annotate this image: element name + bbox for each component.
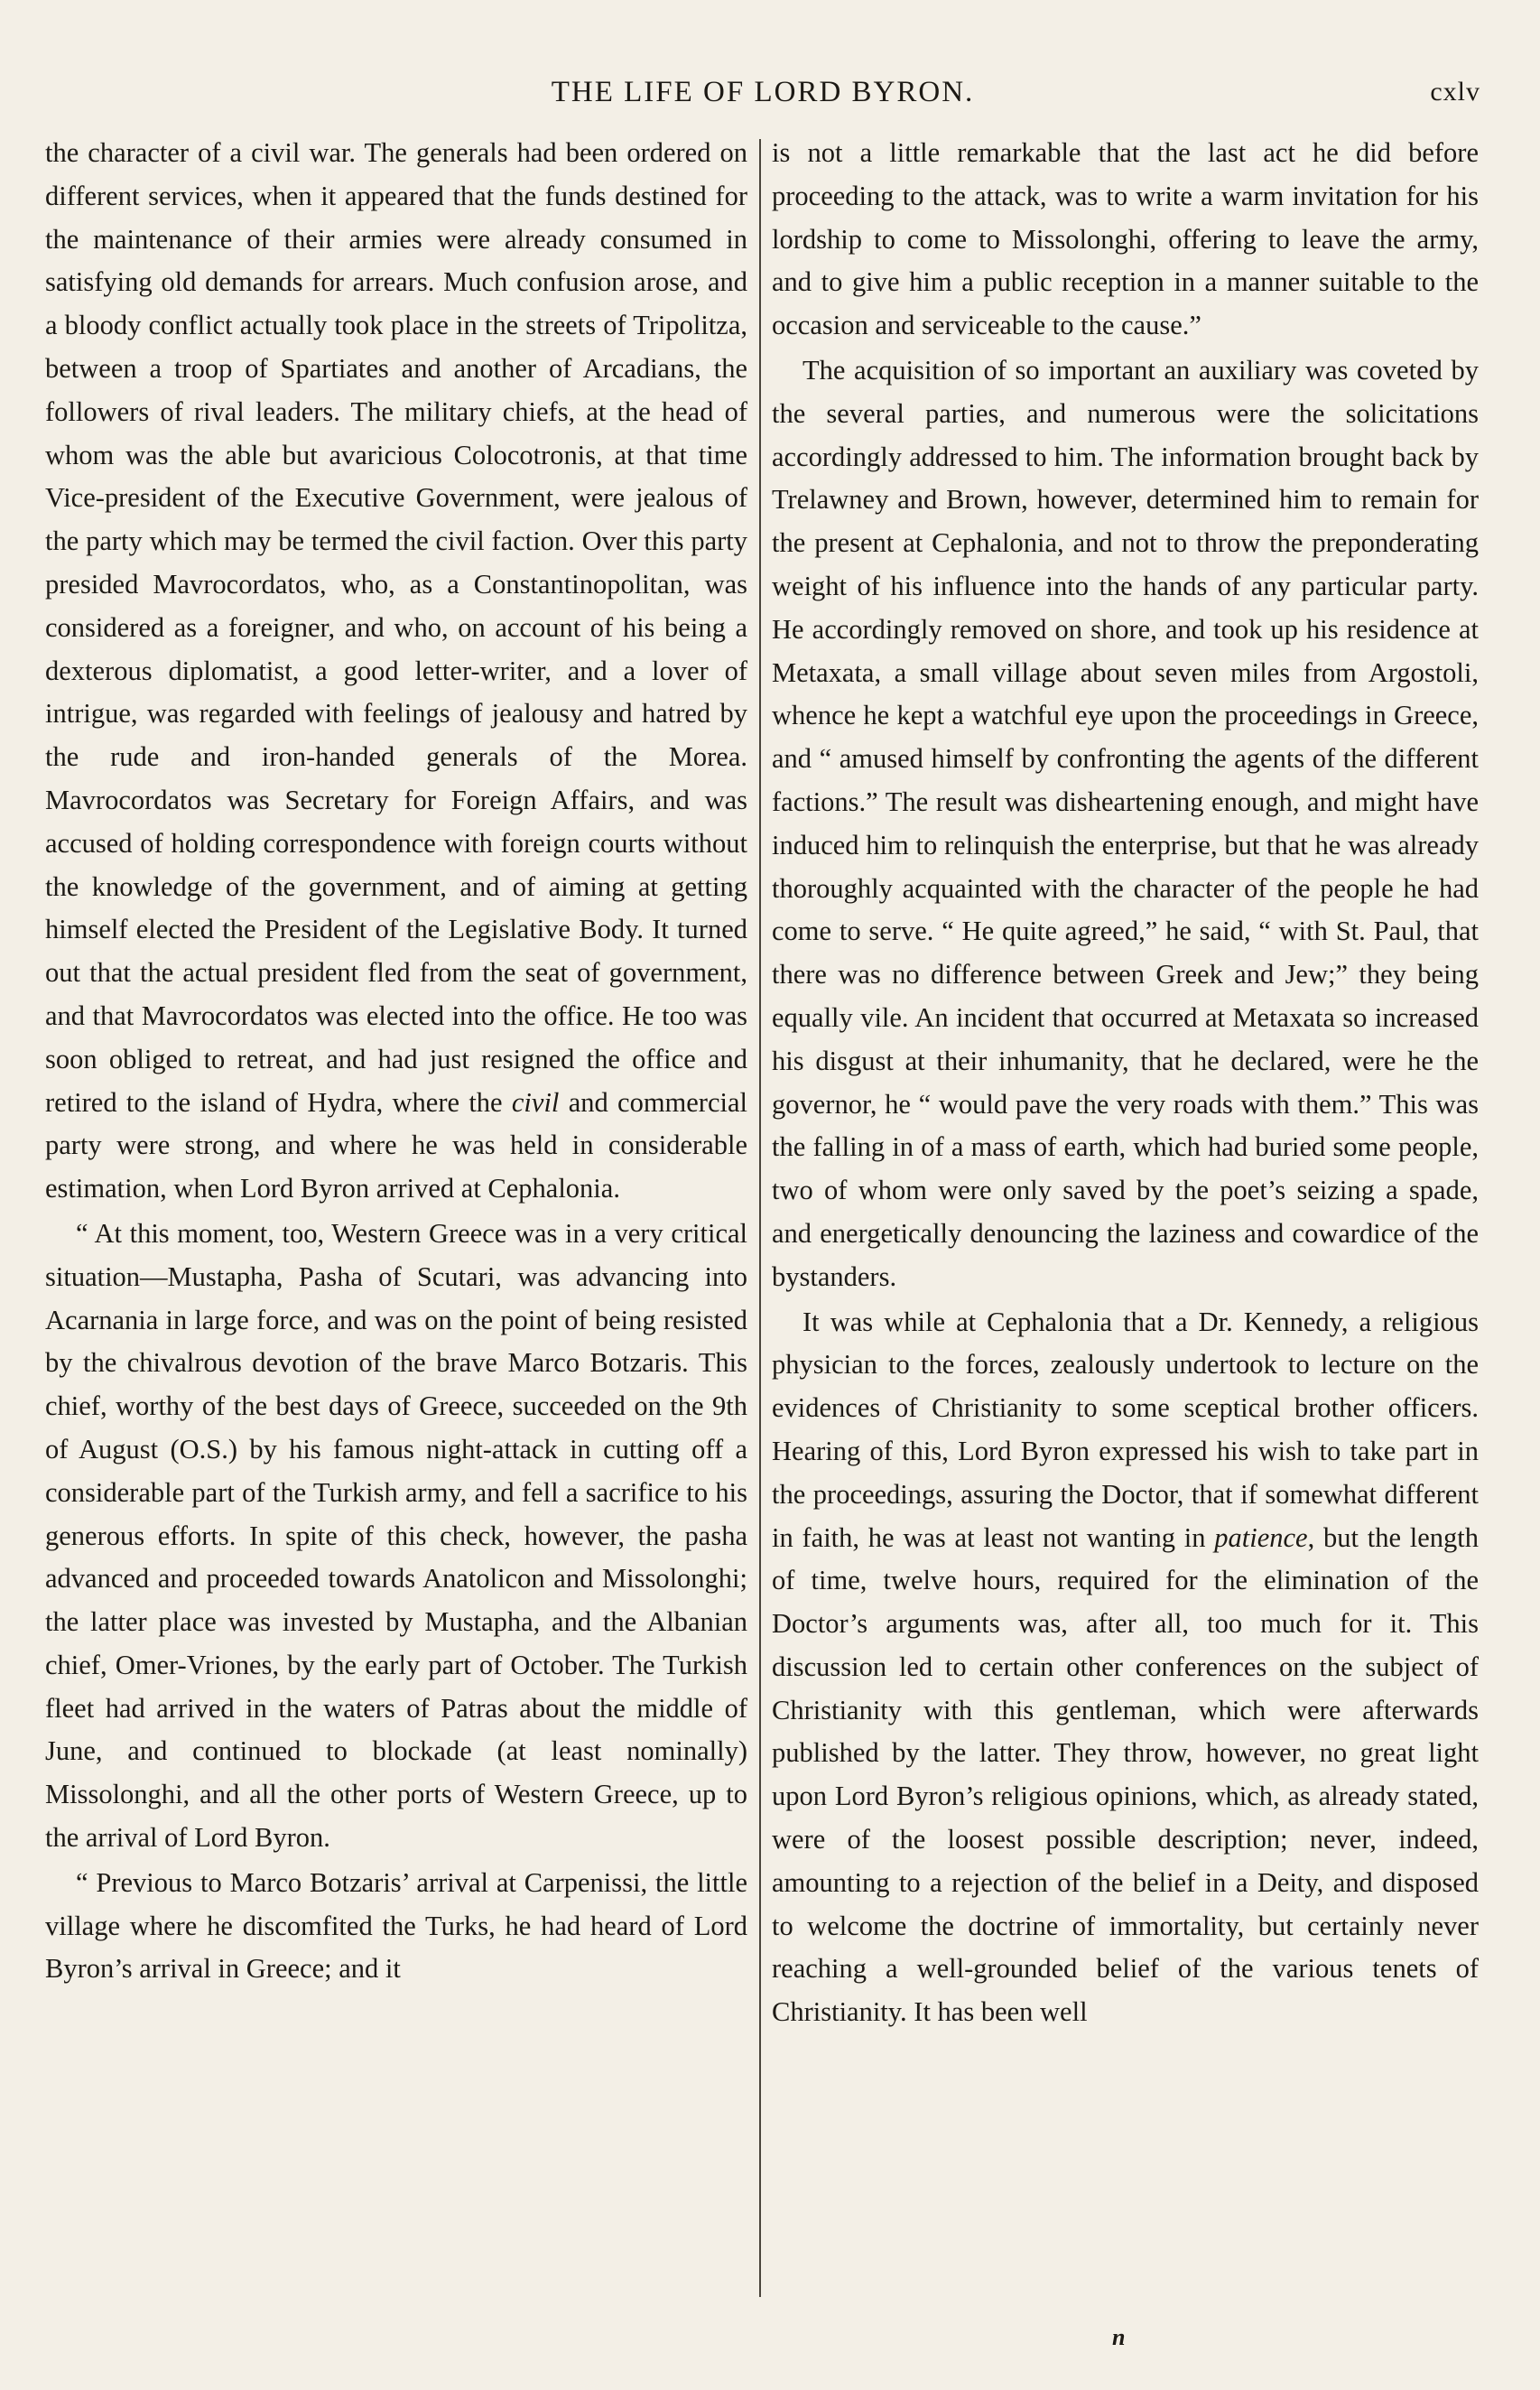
right-column (772, 132, 1479, 2034)
right-paragraph-3 (772, 1301, 1479, 2035)
left-paragraph-3: “ Previous to Marco Botzaris’ arrival at Carpenissi, the little village where he discomfited the Turks, he had heard of Lord Byron’s arrival in Greece; and it (45, 1866, 747, 1985)
running-head (45, 65, 1480, 119)
right-paragraph-3-text: It was while at Cephalonia that a Dr. Kennedy, a religious physician to the forces, zealously undertook to lecture on the evidences of Christianity to some sceptical brother officers. Hearing of this, Lord Byron expressed his wish to take part in the proceedings, assuring the Doctor, that if somewhat different in faith, he was at least not wanting in (772, 1306, 1479, 1553)
running-title: THE LIFE OF LORD BYRON. (551, 76, 975, 108)
left-column (45, 132, 747, 1991)
right-paragraph-3-emphasis: patience (1214, 1521, 1308, 1553)
left-paragraph-2: “ At this moment, too, Western Greece was in a very critical situation—Mustapha, Pasha of Scutari, was advancing into Acarnania in large force, and was on the point of being resisted by the chivalrous devotion of the brave Marco Botzaris. This chief, worthy of the best days of Greece, succeeded on the 9th of August (O.S.) by his famous night-attack in cutting off a considerable part of the Turkish army, and fell a sacrifice to his generous efforts. In spite of this check, however, the pasha advanced and proceeded towards Anatolicon and Missolonghi; the latter place was invested by Mustapha, and the Albanian chief, Omer-Vriones, by the early part of October. The Turkish fleet had arrived in the waters of Patras about the middle of June, and continued to blockade (at least nominally) Missolonghi, and all the other ports of Western Greece, up to the arrival of Lord Byron. (45, 1217, 747, 1854)
right-paragraph-3-tail: , but the length of time, twelve hours, required for the elimination of the Doctor’s arguments was, after all, too much for it. This discussion led to certain other conferences on the subject of Christianity with this gentleman, which were afterwards published by the latter. They throw, however, no great light upon Lord Byron’s religious opinions, which, as already stated, were of the loosest possible description; never, indeed, amounting to a rejection of the belief in a Deity, and disposed to welcome the doctrine of immortality, but certainly never reaching a well-grounded belief of the various tenets of Christianity. It has been well (772, 1521, 1479, 2028)
left-paragraph-1 (45, 132, 747, 1211)
left-paragraph-1-text: the character of a civil war. The generals had been ordered on different services, when it appeared that the funds destined for the maintenance of their armies were already consumed in satisfying old demands for arrears. Much confusion arose, and a bloody conflict actually took place in the streets of Tripolitza, between a troop of Spartiates and another of Arcadians, the followers of rival leaders. The military chiefs, at the head of whom was the able but avaricious Colocotronis, at that time Vice-president of the Executive Government, were jealous of the party which may be termed the civil faction. Over this party presided Mavrocordatos, who, as a Constantinopolitan, was considered as a foreigner, and who, on account of his being a dexterous diplomatist, a good letter-writer, and a lover of intrigue, was regarded with feelings of jealousy and hatred by the rude and iron-handed generals of the Morea. Mavrocordatos was Secretary for Foreign Affairs, and was accused of holding correspondence with foreign courts without the knowledge of the government, and of aiming at getting himself elected the President of the Legislative Body. It turned out that the actual president fled from the seat of government, and that Mavrocordatos was elected into the office. He too was soon obliged to retreat, and had just resigned the office and retired to the island of Hydra, where the (45, 137, 747, 1118)
signature-mark: n (1112, 2324, 1126, 2350)
right-paragraph-2: The acquisition of so important an auxiliary was coveted by the several parties, and numerous were the solicitations accordingly addressed to him. The information brought back by Trelawney and Brown, however, determined him to remain for the present at Cephalonia, and not to throw the preponderating weight of his influence into the hands of any particular party. He accordingly removed on shore, and took up his residence at Metaxata, a small village about seven miles from Argostoli, whence he kept a watchful eye upon the proceedings in Greece, and “ amused himself by confronting the agents of the different factions.” The result was disheartening enough, and might have induced him to relinquish the enterprise, but that he was already thoroughly acquainted with the character of the people he had come to serve. “ He quite agreed,” he said, “ with St. Paul, that there was no difference between Greek and Jew;” they being equally vile. An incident that occurred at Metaxata so increased his disgust at their inhumanity, that he declared, were he the governor, he “ would pave the very roads with them.” This was the falling in of a mass of earth, which had buried some people, two of whom were only saved by the poet’s seizing a spade, and energetically denouncing the laziness and cowardice of the bystanders. (772, 354, 1479, 1292)
left-paragraph-1-emphasis: civil (511, 1086, 560, 1118)
right-paragraph-1: is not a little remarkable that the last act he did before proceeding to the attack, was to write a warm invitation for his lordship to come to Missolonghi, offering to leave the army, and to give him a public reception in a manner suitable to the occasion and serviceable to the cause.” (772, 137, 1479, 341)
column-divider (759, 139, 761, 2297)
page-number: cxlv (1430, 77, 1480, 107)
left-paragraph-1-tail: and commercial party were strong, and where he was held in considerable estimation, when Lord Byron arrived at Cephalonia. (45, 1086, 747, 1204)
